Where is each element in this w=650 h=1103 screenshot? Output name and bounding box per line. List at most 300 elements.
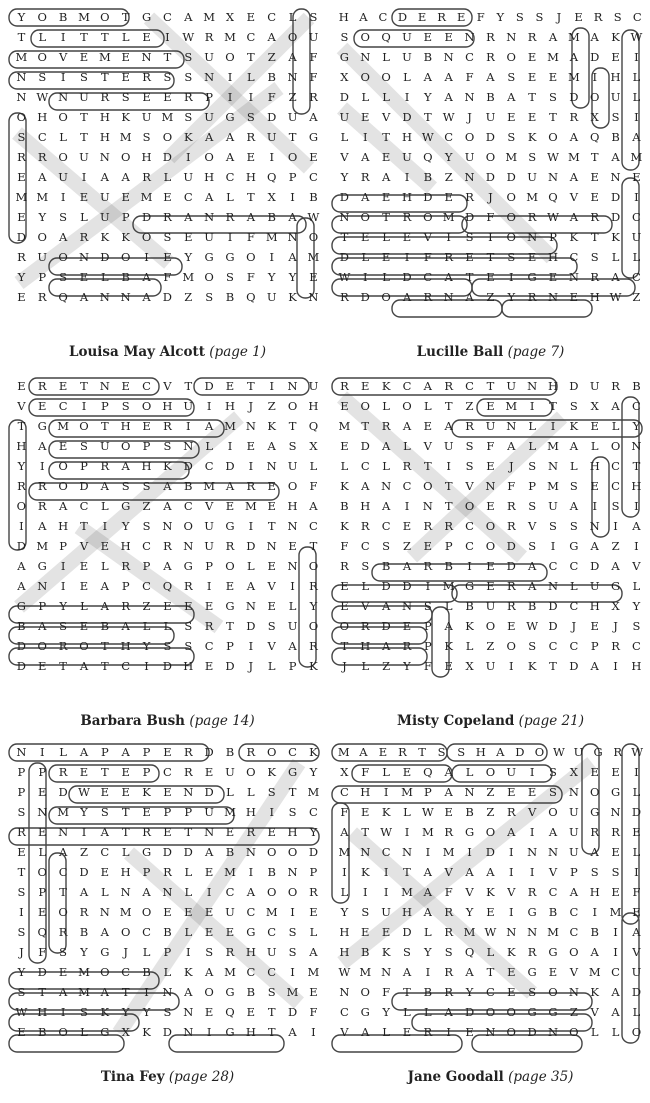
grid-letter: E <box>100 785 110 799</box>
grid-letter: I <box>60 559 66 573</box>
grid-letter: C <box>632 210 641 224</box>
grid-letter: H <box>401 190 412 204</box>
grid-letter: A <box>361 479 370 493</box>
grid-letter: M <box>78 985 90 999</box>
grid-letter: A <box>288 210 297 224</box>
grid-letter: D <box>464 1005 475 1019</box>
grid-letter: A <box>121 459 130 473</box>
grid-letter: I <box>81 170 87 184</box>
grid-letter: Y <box>17 459 26 473</box>
grid-letter: S <box>507 250 516 264</box>
grid-letter: K <box>121 230 130 244</box>
grid-letter: Z <box>486 639 495 653</box>
grid-letter: G <box>527 1005 537 1019</box>
grid-letter: N <box>527 925 538 939</box>
grid-letter: I <box>550 539 556 553</box>
grid-letter: K <box>381 379 391 393</box>
grid-letter: O <box>79 419 89 433</box>
grid-letter: N <box>381 965 392 979</box>
grid-letter: A <box>527 559 537 573</box>
grid-letter: P <box>142 865 151 879</box>
grid-letter: S <box>17 130 26 144</box>
grid-letter: E <box>17 170 26 184</box>
grid-letter: V <box>423 439 432 453</box>
grid-letter: R <box>465 190 474 204</box>
grid-letter: A <box>225 130 235 144</box>
grid-letter: P <box>38 270 47 284</box>
grid-letter: U <box>79 90 89 104</box>
grid-letter: A <box>79 745 89 759</box>
grid-letter: P <box>80 459 88 473</box>
grid-letter: H <box>16 439 27 453</box>
grid-letter: L <box>184 865 193 879</box>
grid-letter: P <box>423 785 432 799</box>
grid-letter: R <box>17 825 26 839</box>
grid-letter: M <box>265 230 278 244</box>
grid-letter: A <box>142 885 151 899</box>
grid-letter: E <box>590 479 599 493</box>
grid-letter: T <box>101 659 109 673</box>
grid-letter: L <box>184 925 193 939</box>
grid-letter: S <box>340 30 349 44</box>
grid-letter: I <box>509 270 514 284</box>
puzzle-title: Tina Fey <box>100 1069 165 1085</box>
grid-letter: U <box>58 170 68 184</box>
grid-row <box>11 579 324 599</box>
grid-letter: C <box>569 639 579 653</box>
grid-letter: N <box>547 579 559 593</box>
grid-letter: S <box>288 439 297 453</box>
grid-letter: H <box>120 539 131 553</box>
grid-letter: V <box>58 50 68 64</box>
grid-letter: P <box>142 439 151 453</box>
grid-letter: L <box>611 250 620 264</box>
grid-letter: T <box>121 10 130 24</box>
grid-letter: S <box>382 539 391 553</box>
grid-letter: W <box>442 110 455 124</box>
grid-letter: A <box>569 130 578 144</box>
grid-letter: A <box>309 110 318 124</box>
grid-letter: R <box>142 170 151 184</box>
grid-letter: I <box>60 579 66 593</box>
grid-letter: C <box>267 925 277 939</box>
grid-letter: F <box>423 659 432 673</box>
grid-row <box>11 1025 324 1045</box>
grid-letter: E <box>423 539 433 553</box>
grid-letter: U <box>464 150 475 164</box>
grid-letter: N <box>287 519 298 533</box>
grid-letter: Q <box>58 290 68 304</box>
grid-letter: A <box>569 170 578 184</box>
grid-letter: H <box>631 659 642 673</box>
grid-letter: V <box>423 230 432 244</box>
grid-letter: I <box>227 70 233 84</box>
grid-row <box>334 579 647 599</box>
grid-letter: E <box>17 845 26 859</box>
grid-row <box>11 985 324 1005</box>
grid-letter: A <box>381 170 391 184</box>
grid-letter: V <box>361 599 370 613</box>
grid-letter: D <box>339 90 350 104</box>
grid-letter: H <box>631 479 642 493</box>
grid-letter: N <box>287 230 298 244</box>
grid-letter: K <box>486 885 495 899</box>
grid-letter: L <box>101 559 109 573</box>
grid-letter: B <box>17 619 26 633</box>
grid-letter: T <box>528 90 536 104</box>
grid-letter: O <box>287 150 298 164</box>
grid-letter: D <box>548 599 558 613</box>
grid-letter: O <box>423 210 433 224</box>
grid-letter: N <box>245 845 256 859</box>
grid-letter: E <box>246 439 256 453</box>
page-reference: (page 21) <box>518 713 584 729</box>
grid-letter: C <box>246 30 256 44</box>
grid-letter: Z <box>142 499 151 513</box>
grid-letter: H <box>141 150 152 164</box>
grid-letter: K <box>340 519 349 533</box>
grid-row <box>11 785 324 805</box>
grid-letter: S <box>80 1005 88 1019</box>
grid-letter: N <box>506 925 517 939</box>
grid-letter: Y <box>80 805 88 819</box>
grid-letter: B <box>423 170 433 184</box>
grid-letter: O <box>506 230 516 244</box>
grid-letter: S <box>611 499 620 513</box>
grid-letter: I <box>592 905 597 919</box>
grid-letter: A <box>246 579 255 593</box>
grid-letter: O <box>485 619 496 633</box>
grid-letter: D <box>79 479 89 493</box>
grid-letter: F <box>486 439 495 453</box>
grid-letter: C <box>339 785 349 799</box>
grid-letter: E <box>204 865 214 879</box>
grid-letter: A <box>121 619 130 633</box>
grid-letter: G <box>569 539 579 553</box>
grid-letter: C <box>142 579 151 593</box>
grid-letter: L <box>611 419 620 433</box>
grid-letter: U <box>287 459 298 473</box>
grid-letter: Q <box>266 170 277 184</box>
grid-letter: O <box>287 399 298 413</box>
grid-letter: D <box>162 659 173 673</box>
grid-letter: Z <box>486 290 495 304</box>
grid-letter: P <box>288 659 297 673</box>
grid-letter: L <box>247 559 255 573</box>
grid-letter: C <box>569 250 579 264</box>
grid-letter: G <box>593 745 603 759</box>
grid-letter: C <box>548 885 558 899</box>
grid-letter: M <box>286 985 299 999</box>
grid-letter: Z <box>486 805 495 819</box>
grid-letter: I <box>248 639 254 653</box>
grid-letter: K <box>309 659 318 673</box>
grid-row <box>11 619 324 639</box>
grid-letter: S <box>184 110 193 124</box>
grid-letter: I <box>634 865 639 879</box>
grid-letter: H <box>162 399 173 413</box>
grid-letter: C <box>632 10 642 24</box>
grid-letter: O <box>120 925 131 939</box>
grid-letter: E <box>527 50 537 64</box>
grid-row <box>11 130 324 150</box>
grid-letter: C <box>121 965 131 979</box>
grid-letter: N <box>120 290 131 304</box>
grid-letter: E <box>340 579 349 593</box>
grid-letter: R <box>37 379 47 393</box>
grid-letter: E <box>309 270 318 284</box>
grid-letter: E <box>590 419 599 433</box>
grid-letter: L <box>247 70 255 84</box>
grid-letter: A <box>444 619 453 633</box>
grid-letter: O <box>204 150 214 164</box>
grid-letter: D <box>381 619 391 633</box>
grid-letter: S <box>590 865 599 879</box>
grid-letter: E <box>361 925 370 939</box>
grid-letter: M <box>182 270 195 284</box>
grid-letter: A <box>569 50 578 64</box>
grid-letter: E <box>121 50 130 64</box>
grid-letter: C <box>142 539 151 553</box>
grid-row <box>11 905 324 925</box>
grid-letter: N <box>162 985 173 999</box>
grid-letter: T <box>288 785 297 799</box>
grid-letter: C <box>360 459 370 473</box>
grid-letter: B <box>100 619 110 633</box>
grid-letter: D <box>548 619 558 633</box>
grid-letter: S <box>288 925 297 939</box>
grid-letter: O <box>485 539 496 553</box>
grid-letter: O <box>485 519 496 533</box>
grid-letter: E <box>79 619 89 633</box>
grid-letter: A <box>204 845 214 859</box>
grid-letter: D <box>631 985 642 999</box>
grid-letter: S <box>163 639 172 653</box>
grid-letter: O <box>37 50 47 64</box>
grid-letter: L <box>632 90 641 104</box>
grid-letter: N <box>401 599 412 613</box>
grid-letter: M <box>442 579 455 593</box>
grid-letter: N <box>16 70 27 84</box>
grid-letter: O <box>339 619 350 633</box>
grid-letter: G <box>590 805 600 819</box>
grid-letter: L <box>80 599 88 613</box>
grid-letter: E <box>611 845 620 859</box>
grid-letter: R <box>444 925 454 939</box>
grid-letter: G <box>225 599 235 613</box>
grid-letter: W <box>526 619 539 633</box>
grid-letter: T <box>288 130 297 144</box>
grid-letter: T <box>549 659 557 673</box>
grid-letter: L <box>382 1025 390 1039</box>
grid-letter: D <box>225 459 235 473</box>
grid-letter: I <box>206 579 212 593</box>
grid-letter: E <box>246 10 256 24</box>
grid-letter: K <box>381 805 391 819</box>
grid-letter: E <box>309 905 318 919</box>
grid-row <box>334 985 647 1005</box>
grid-letter: N <box>37 805 48 819</box>
grid-letter: C <box>569 559 579 573</box>
grid-letter: E <box>423 30 433 44</box>
grid-letter: I <box>186 419 191 433</box>
grid-letter: N <box>631 439 642 453</box>
grid-letter: K <box>569 419 579 433</box>
grid-letter: A <box>611 150 620 164</box>
grid-letter: L <box>424 1005 432 1019</box>
grid-letter: O <box>360 210 370 224</box>
grid-letter: A <box>569 439 578 453</box>
grid-row <box>11 190 324 210</box>
grid-letter: T <box>267 519 276 533</box>
grid-letter: B <box>527 599 537 613</box>
grid-letter: D <box>141 210 152 224</box>
grid-letter: N <box>120 885 131 899</box>
grid-letter: A <box>444 765 453 779</box>
grid-letter: E <box>225 925 235 939</box>
grid-letter: C <box>632 639 641 653</box>
grid-letter: O <box>485 825 496 839</box>
grid-letter: E <box>611 885 620 899</box>
grid-row <box>334 785 647 805</box>
grid-letter: I <box>81 399 87 413</box>
grid-letter: A <box>38 519 47 533</box>
grid-letter: U <box>339 110 350 124</box>
grid-letter: M <box>57 805 69 819</box>
grid-letter: O <box>308 559 319 573</box>
grid-letter: Z <box>382 659 391 673</box>
grid-row <box>11 539 324 559</box>
grid-letter: C <box>246 905 256 919</box>
grid-letter: A <box>486 70 495 84</box>
grid-letter: U <box>610 90 621 104</box>
grid-letter: T <box>247 379 255 393</box>
grid-letter: T <box>590 230 599 244</box>
grid-letter: I <box>383 865 389 879</box>
grid-letter: Z <box>569 1005 578 1019</box>
grid-letter: U <box>183 399 194 413</box>
grid-letter: H <box>183 659 194 673</box>
grid-letter: D <box>610 190 621 204</box>
grid-row <box>334 190 647 210</box>
grid-letter: I <box>206 1025 212 1039</box>
grid-row <box>334 250 647 270</box>
grid-row <box>334 845 647 865</box>
grid-letter: C <box>569 905 579 919</box>
grid-letter: M <box>567 30 580 44</box>
grid-letter: L <box>38 30 47 44</box>
grid-row <box>11 825 324 845</box>
grid-letter: Q <box>37 925 47 939</box>
grid-letter: H <box>610 70 621 84</box>
grid-letter: T <box>80 519 88 533</box>
grid-letter: I <box>404 499 410 513</box>
grid-letter: S <box>142 479 151 493</box>
letter-grid <box>9 377 326 677</box>
grid-letter: E <box>163 745 172 759</box>
grid-letter: I <box>446 1025 451 1039</box>
grid-letter: N <box>568 985 579 999</box>
grid-letter: S <box>437 745 446 759</box>
grid-letter: V <box>340 150 349 164</box>
grid-letter: E <box>79 559 89 573</box>
grid-letter: F <box>267 90 276 104</box>
puzzle-title: Louisa May Alcott <box>68 344 205 360</box>
grid-letter: T <box>80 130 88 144</box>
grid-letter: L <box>632 785 641 799</box>
page-reference: (page 7) <box>507 344 565 360</box>
grid-letter: A <box>204 130 214 144</box>
grid-letter: L <box>163 619 172 633</box>
grid-letter: W <box>547 210 559 224</box>
grid-letter: O <box>225 559 235 573</box>
grid-letter: D <box>506 170 516 184</box>
grid-letter: N <box>16 745 27 759</box>
grid-letter: A <box>590 845 599 859</box>
grid-letter: R <box>225 539 235 553</box>
grid-letter: L <box>361 90 370 104</box>
grid-letter: D <box>100 250 110 264</box>
grid-letter: H <box>141 459 152 473</box>
grid-letter: N <box>360 50 371 64</box>
grid-letter: H <box>589 599 600 613</box>
grid-letter: E <box>38 399 47 413</box>
grid-row <box>334 130 647 150</box>
grid-letter: O <box>58 110 68 124</box>
grid-letter: M <box>161 110 174 124</box>
grid-letter: N <box>464 30 475 44</box>
grid-letter: C <box>611 479 620 493</box>
grid-letter: S <box>80 439 88 453</box>
grid-letter: A <box>590 945 599 959</box>
grid-letter: S <box>163 439 172 453</box>
grid-letter: I <box>144 659 149 673</box>
grid-letter: I <box>227 439 233 453</box>
grid-letter: G <box>339 50 349 64</box>
grid-letter: N <box>610 805 621 819</box>
grid-letter: J <box>613 619 618 633</box>
grid-letter: A <box>267 30 276 44</box>
grid-letter: P <box>423 619 432 633</box>
grid-row <box>11 250 324 270</box>
grid-letter: C <box>465 519 474 533</box>
grid-letter: Y <box>424 945 432 959</box>
page-reference: (page 35) <box>508 1069 574 1085</box>
grid-letter: E <box>340 399 349 413</box>
grid-letter: T <box>549 399 557 413</box>
grid-letter: A <box>17 559 26 573</box>
grid-letter: L <box>382 90 390 104</box>
grid-letter: C <box>246 965 256 979</box>
grid-letter: S <box>528 499 537 513</box>
grid-letter: N <box>204 70 215 84</box>
grid-letter: C <box>444 130 454 144</box>
grid-letter: L <box>361 579 370 593</box>
grid-letter: L <box>632 845 641 859</box>
grid-letter: N <box>527 379 538 393</box>
grid-letter: T <box>226 619 234 633</box>
grid-letter: R <box>590 825 600 839</box>
grid-letter: U <box>443 439 454 453</box>
grid-letter: M <box>140 190 153 204</box>
grid-letter: D <box>204 745 214 759</box>
grid-letter: C <box>378 10 388 24</box>
grid-letter: I <box>248 90 254 104</box>
grid-letter: M <box>244 499 257 513</box>
grid-letter: E <box>163 825 172 839</box>
grid-letter: C <box>79 499 89 513</box>
grid-letter: I <box>269 379 274 393</box>
